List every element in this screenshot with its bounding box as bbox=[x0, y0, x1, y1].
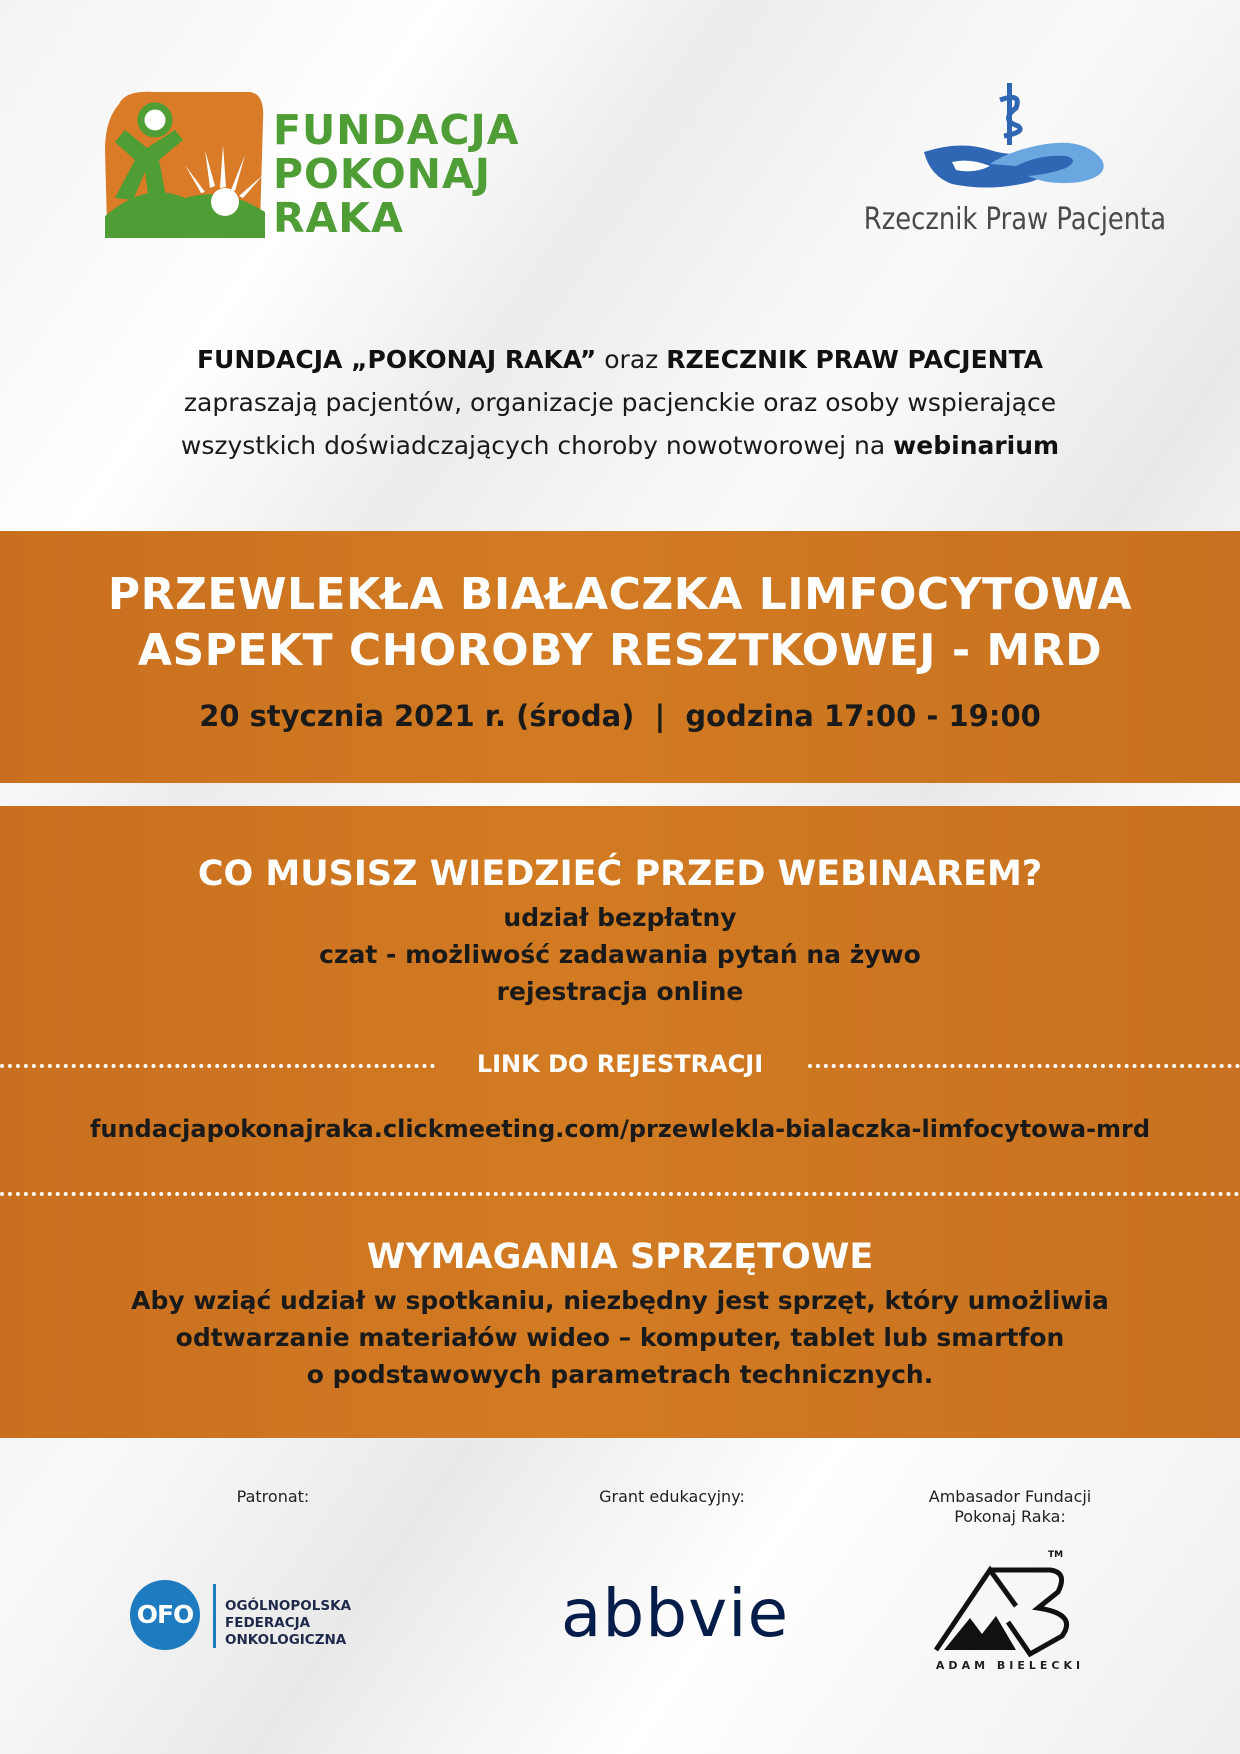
invitation-org2: RZECZNIK PRAW PACJENTA bbox=[666, 345, 1044, 374]
patronat-label: Patronat: bbox=[236, 1487, 310, 1506]
event-title-band bbox=[0, 531, 1240, 783]
ambasador-label-line1: Ambasador Fundacji bbox=[928, 1487, 1092, 1506]
invitation-org1: FUNDACJA „POKONAJ RAKA” bbox=[196, 345, 597, 374]
ambasador-label bbox=[900, 1487, 1120, 1527]
fundacja-logo-text bbox=[273, 108, 519, 240]
caduceus-hands-icon bbox=[840, 80, 1180, 195]
grant-label: Grant edukacyjny: bbox=[599, 1487, 745, 1506]
fundacja-logo-line3: RAKA bbox=[273, 194, 404, 242]
info-point-free: udział bezpłatny bbox=[503, 903, 737, 932]
ambasador-label-line2: Pokonaj Raka: bbox=[954, 1507, 1066, 1526]
rzecznik-logo-text: Rzecznik Praw Pacjenta bbox=[863, 202, 1167, 237]
abbvie-wordmark: abbvie bbox=[560, 1575, 790, 1652]
rzecznik-praw-pacjenta-logo bbox=[840, 80, 1180, 250]
invitation-webinar-word: webinarium bbox=[893, 431, 1060, 460]
abbvie-logo bbox=[525, 1575, 825, 1655]
fundacja-logo-line1: FUNDACJA bbox=[273, 106, 520, 154]
divider-dots-full bbox=[0, 1192, 1240, 1196]
adam-bielecki-logo bbox=[930, 1550, 1090, 1680]
requirements-heading: WYMAGANIA SPRZĘTOWE bbox=[366, 1237, 874, 1277]
fundacja-logo-line2: POKONAJ bbox=[273, 150, 491, 198]
adam-bielecki-name: ADAM BIELECKI bbox=[935, 1659, 1085, 1672]
invitation-line1 bbox=[60, 338, 1180, 381]
invitation-line2: zapraszają pacjentów, organizacje pacjenckie oraz osoby wspierające bbox=[183, 388, 1057, 417]
ofo-name bbox=[225, 1598, 430, 1649]
event-title-line2: ASPEKT CHOROBY RESZTKOWEJ - MRD bbox=[137, 625, 1103, 676]
ofo-name-line1: OGÓLNOPOLSKA FEDERACJA bbox=[225, 1598, 352, 1631]
divider-dots-right bbox=[808, 1064, 1240, 1068]
invitation-line3 bbox=[60, 424, 1180, 467]
info-point-chat: czat - możliwość zadawania pytań na żywo bbox=[319, 940, 921, 969]
ofo-logo bbox=[130, 1578, 430, 1654]
fundacja-pokonaj-raka-emblem bbox=[105, 90, 270, 240]
trademark-mark: TM bbox=[1048, 1550, 1064, 1560]
requirements-line1: Aby wziąć udział w spotkaniu, niezbędny jest sprzęt, który umożliwia bbox=[131, 1286, 1109, 1315]
ab-mountain-emblem bbox=[930, 1550, 1090, 1658]
event-info-band bbox=[0, 806, 1240, 1438]
ofo-divider bbox=[213, 1584, 216, 1648]
invitation-line3-text: wszystkich doświadczających choroby nowotworowej na bbox=[180, 431, 894, 460]
requirements-line2: odtwarzanie materiałów wideo – komputer, tablet lub smartfon bbox=[175, 1323, 1065, 1352]
invitation-text bbox=[60, 338, 1180, 467]
ofo-name-line2: ONKOLOGICZNA bbox=[225, 1632, 347, 1648]
event-date-time: 20 stycznia 2021 r. (środa) | godzina 17:00 - 19:00 bbox=[199, 699, 1041, 733]
registration-link-label: LINK DO REJESTRACJI bbox=[476, 1050, 764, 1078]
requirements-line3: o podstawowych parametrach technicznych. bbox=[306, 1360, 934, 1389]
registration-link[interactable]: fundacjapokonajraka.clickmeeting.com/przewlekla-bialaczka-limfocytowa-mrd bbox=[89, 1115, 1151, 1143]
info-point-registration: rejestracja online bbox=[496, 977, 744, 1006]
ofo-circle-badge: OFO bbox=[130, 1580, 200, 1650]
info-heading: CO MUSISZ WIEDZIEĆ PRZED WEBINAREM? bbox=[197, 854, 1043, 894]
fundacja-pokonaj-raka-logo bbox=[105, 90, 520, 242]
invitation-and: oraz bbox=[596, 345, 667, 374]
event-title-line1: PRZEWLEKŁA BIAŁACZKA LIMFOCYTOWA bbox=[107, 569, 1133, 620]
